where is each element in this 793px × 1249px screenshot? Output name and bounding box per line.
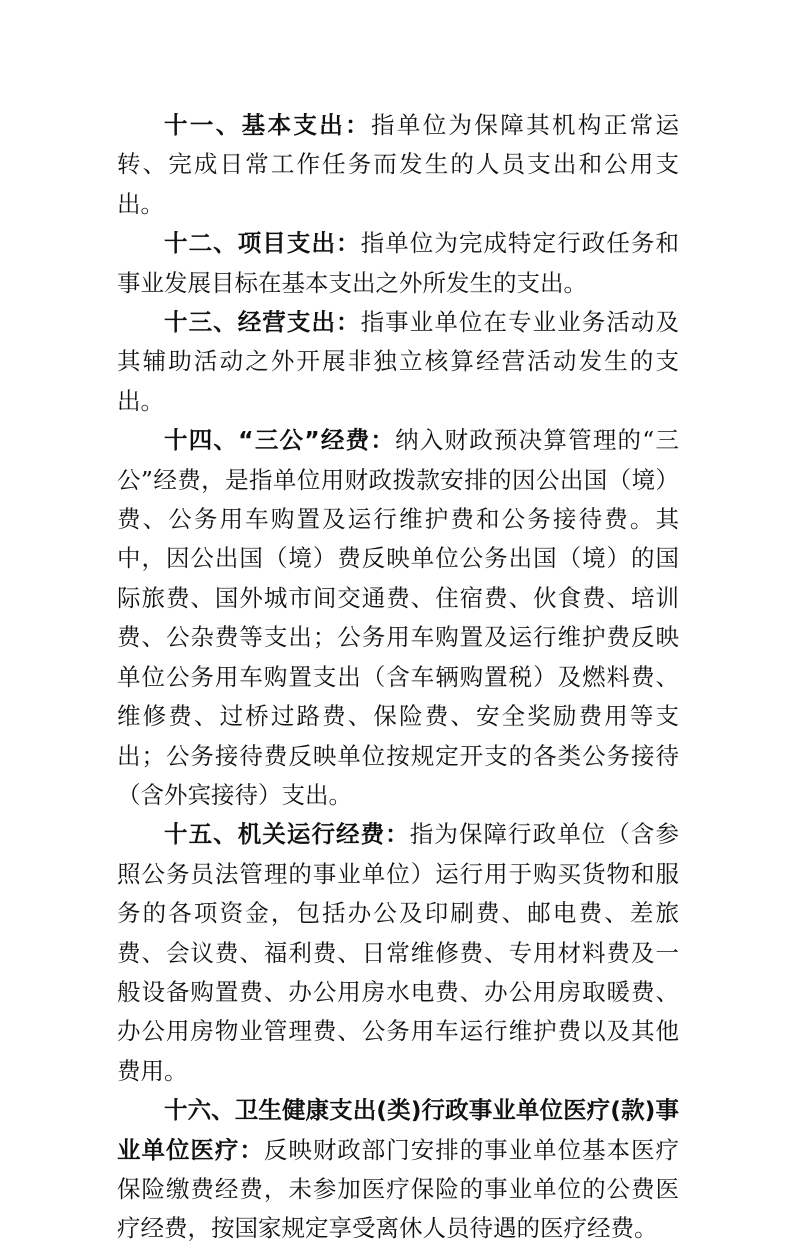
term-heading: 十一、基本支出：: [164, 111, 371, 139]
term-definition: 纳入财政预决算管理的“三公”经费，是指单位用财政拨款安排的因公出国（境）费、公务用车购置及运行维护费和公务接待费。其中，因公出国（境）费反映单位公务出国（境）的国际旅费、国外城市间交通费、住宿费、伙食费、培训费、公杂费等支出；公务用车购置及运行维护费反映单位公务用车购置支出（含车辆购置税）及燃料费、维修费、过桥过路费、保险费、安全奖励费用等支出；公务接待费反映单位按规定开支的各类公务接待（含外宾接待）支出。: [117, 426, 679, 809]
term-definition: 指单位为保障其机构正常运转、完成日常工作任务而发生的人员支出和公用支出。: [117, 111, 680, 218]
term-heading: 十三、经营支出：: [164, 308, 361, 337]
paragraph-basic-expenditure: [117, 106, 679, 224]
term-heading: 十五、机关运行经费：: [164, 820, 410, 849]
term-heading: 十四、“三公”经费：: [164, 426, 396, 455]
paragraph-three-public-expenses: [117, 421, 679, 815]
term-definition: 指事业单位在专业业务活动及其辅助活动之外开展非独立核算经营活动发生的支出。: [117, 308, 680, 415]
term-heading: 十六、卫生健康支出(类)行政事业单位医疗(款)事业单位医疗：: [117, 1096, 679, 1164]
term-definition: 反映财政部门安排的事业单位基本医疗保险缴费经费，未参加医疗保险的事业单位的公费医疗经费，按国家规定享受离休人员待遇的医疗经费。: [117, 1135, 680, 1243]
paragraph-health-medical-expenditure: [117, 1091, 679, 1249]
term-heading: 十二、项目支出：: [164, 229, 361, 258]
term-definition: 指为保障行政单位（含参照公务员法管理的事业单位）运行用于购买货物和服务的各项资金，包括办公及印刷费、邮电费、差旅费、会议费、福利费、日常维修费、专用材料费及一般设备购置费、办公用房水电费、办公用房取暖费、办公用房物业管理费、公务用车运行维护费以及其他费用。: [117, 820, 679, 1085]
paragraph-agency-operating-funds: [117, 815, 679, 1091]
paragraph-project-expenditure: [117, 224, 679, 303]
document-body: [117, 106, 679, 1249]
paragraph-operating-expenditure: [117, 303, 679, 421]
term-definition: 指单位为完成特定行政任务和事业发展目标在基本支出之外所发生的支出。: [117, 229, 680, 297]
